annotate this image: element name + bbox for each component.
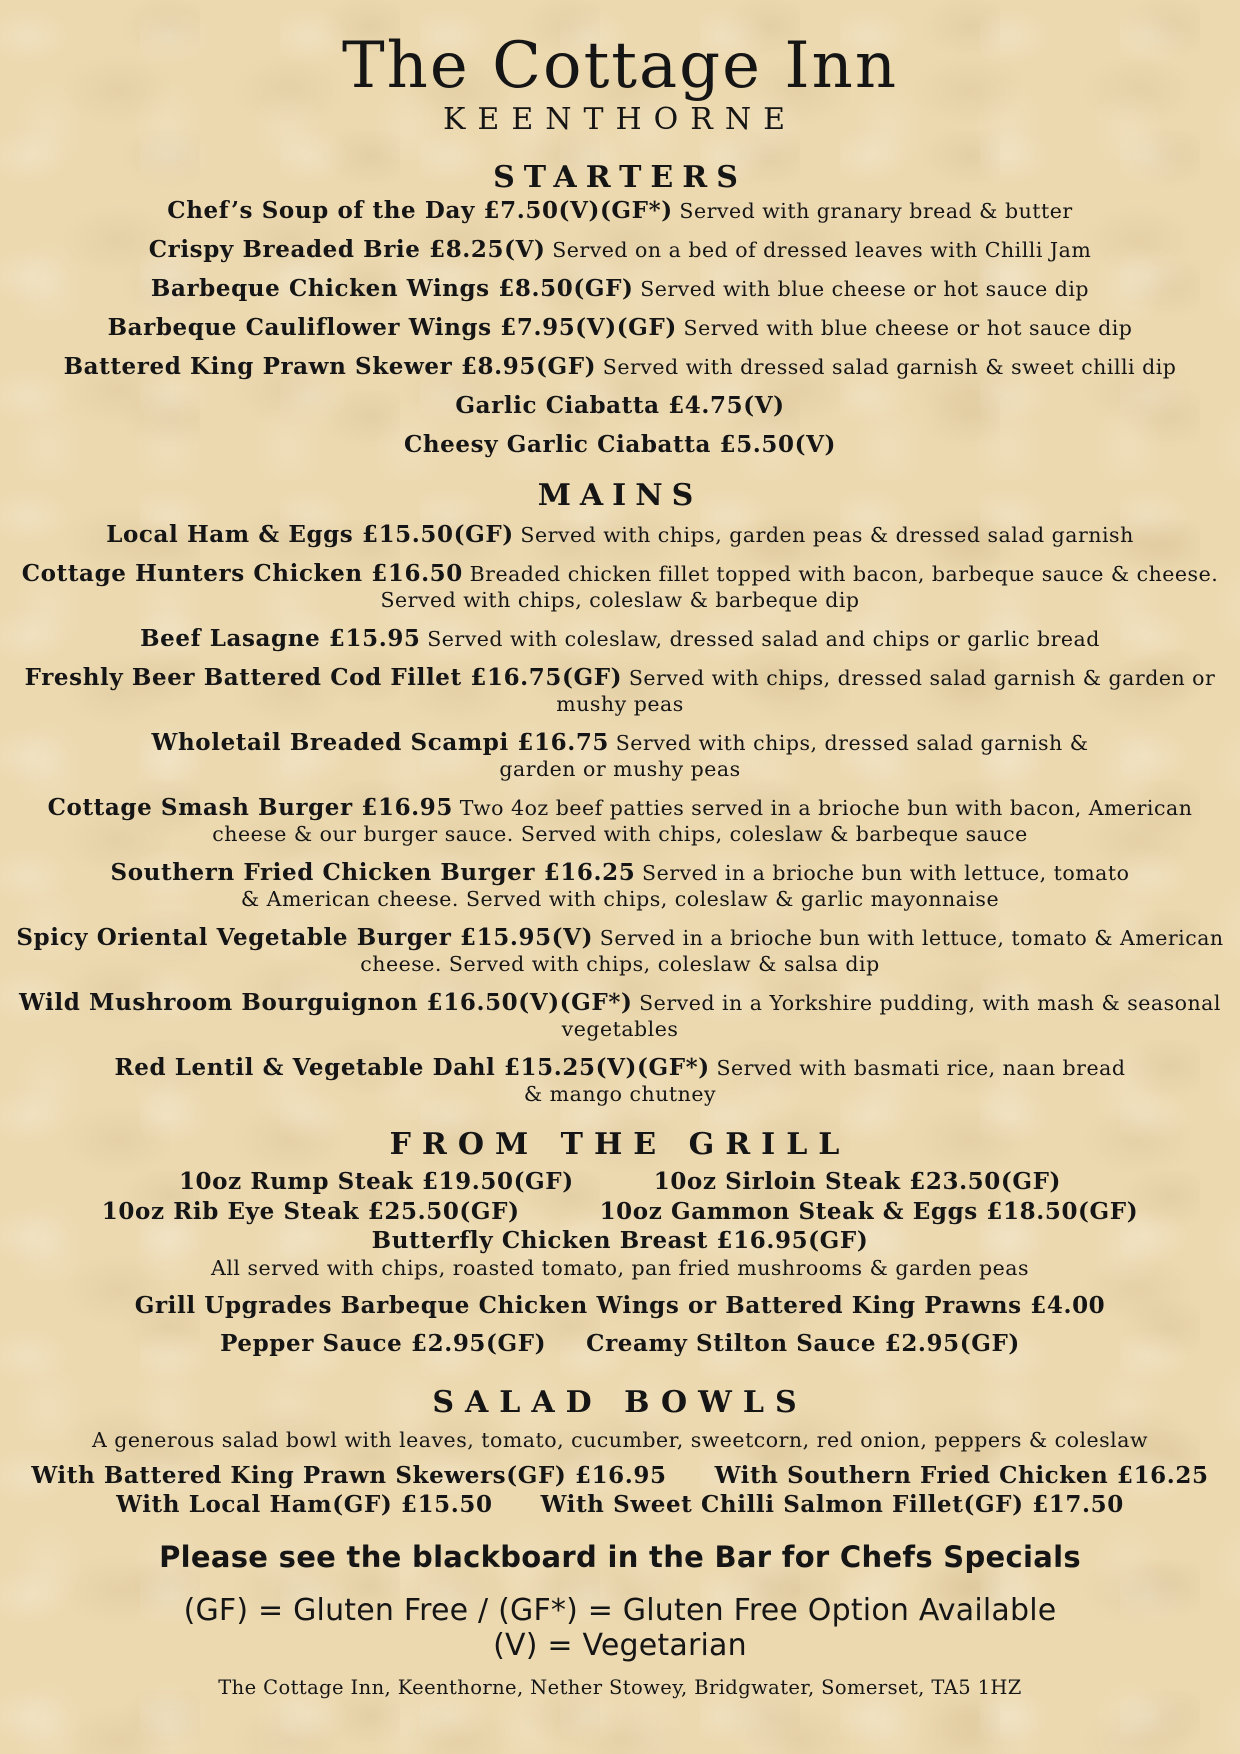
item-description: Served with chips, garden peas & dressed salad garnish (520, 523, 1134, 547)
menu-item (110, 730, 1130, 782)
menu-item (15, 432, 1225, 458)
grill-item: 10oz Gammon Steak & Eggs £18.50(GF) (599, 1198, 1139, 1225)
menu-item (15, 393, 1225, 419)
item-description: Breaded chicken fillet topped with bacon, barbeque sauce & cheese. Served with chips, coleslaw & barbeque dip (380, 562, 1219, 612)
grill-item: 10oz Sirloin Steak £23.50(GF) (653, 1168, 1062, 1195)
item-name: Cottage Smash Burger £16.95 (47, 794, 453, 821)
grill-served-note: All served with chips, roasted tomato, pan fried mushrooms & garden peas (211, 1256, 1029, 1280)
item-name: Barbeque Cauliflower Wings £7.95(V)(GF) (107, 314, 677, 341)
starters-section (0, 158, 1240, 458)
menu-item (15, 237, 1225, 263)
salad-row (0, 1461, 1240, 1490)
item-name: Red Lentil & Vegetable Dahl £15.25(V)(GF*) (114, 1054, 710, 1081)
item-description: Served in a brioche bun with lettuce, tomato & American cheese. Served with chips, coleslaw & garlic mayonnaise (240, 861, 1130, 911)
menu-item (15, 522, 1225, 548)
address: The Cottage Inn, Keenthorne, Nether Stowey, Bridgwater, Somerset, TA5 1HZ (218, 1676, 1022, 1699)
salad-row (0, 1490, 1240, 1519)
restaurant-location: KEENTHORNE (443, 102, 797, 137)
section-heading-mains: MAINS (537, 478, 703, 513)
grill-sauces (0, 1329, 1240, 1359)
salad-description: A generous salad bowl with leaves, tomato, cucumber, sweetcorn, red onion, peppers & coleslaw (91, 1428, 1149, 1452)
menu-item (110, 1055, 1130, 1107)
item-description: Served with chips, dressed salad garnish & garden or mushy peas (499, 731, 1089, 781)
grill-row (0, 1167, 1240, 1197)
menu-item (15, 354, 1225, 380)
item-description: Served with coleslaw, dressed salad and chips or garlic bread (427, 627, 1100, 651)
item-description: Served with granary bread & butter (679, 199, 1073, 223)
item-name: Wholetail Breaded Scampi £16.75 (151, 729, 610, 756)
item-description: Served with blue cheese or hot sauce dip (683, 316, 1133, 340)
menu-item (15, 626, 1225, 652)
salad-option: With Sweet Chilli Salmon Fillet(GF) £17.50 (540, 1491, 1124, 1518)
legend-line: (GF) = Gluten Free / (GF*) = Gluten Free Option Available (183, 1593, 1057, 1628)
item-name: Beef Lasagne £15.95 (140, 625, 421, 652)
grill-row (0, 1197, 1240, 1227)
grill-upgrades: Grill Upgrades Barbeque Chicken Wings or Battered King Prawns £4.00 (134, 1292, 1106, 1319)
item-name: Spicy Oriental Vegetable Burger £15.95(V) (16, 924, 594, 951)
menu-item (15, 561, 1225, 613)
section-heading-grill: FROM THE GRILL (389, 1127, 851, 1162)
mains-section (0, 476, 1240, 1107)
item-name: Wild Mushroom Bourguignon £16.50(V)(GF*) (19, 989, 633, 1016)
item-description: Served in a brioche bun with lettuce, tomato & American cheese. Served with chips, coleslaw & salsa dip (360, 926, 1224, 976)
dietary-legend (0, 1593, 1240, 1663)
menu-item (105, 860, 1135, 912)
grill-item: Butterfly Chicken Breast £16.95(GF) (371, 1227, 869, 1254)
menu-item (15, 198, 1225, 224)
sauce-item: Creamy Stilton Sauce £2.95(GF) (586, 1330, 1020, 1357)
salads-section (0, 1383, 1240, 1519)
section-heading-starters: STARTERS (493, 160, 747, 195)
item-description: Served on a bed of dressed leaves with Chilli Jam (552, 238, 1092, 262)
restaurant-title: The Cottage Inn (341, 29, 899, 103)
item-name: Barbeque Chicken Wings £8.50(GF) (150, 275, 634, 302)
menu-item (15, 990, 1225, 1042)
menu-item (15, 925, 1225, 977)
menu-item (15, 795, 1225, 847)
legend-line: (V) = Vegetarian (493, 1628, 747, 1663)
item-name: Local Ham & Eggs £15.50(GF) (106, 521, 514, 548)
sauce-item: Pepper Sauce £2.95(GF) (220, 1330, 547, 1357)
menu-item (15, 315, 1225, 341)
item-name: Garlic Ciabatta £4.75(V) (455, 392, 785, 419)
grill-section (0, 1125, 1240, 1359)
item-description: Served with basmati rice, naan bread & mango chutney (523, 1056, 1126, 1106)
item-description: Served with chips, dressed salad garnish & garden or mushy peas (556, 666, 1216, 716)
item-description: Served with dressed salad garnish & sweet chilli dip (602, 355, 1177, 379)
item-name: Freshly Beer Battered Cod Fillet £16.75(GF) (24, 664, 623, 691)
salad-option: With Battered King Prawn Skewers(GF) £16.95 (31, 1462, 667, 1489)
item-description: Two 4oz beef patties served in a brioche bun with bacon, American cheese & our burger sauce. Served with chips, coleslaw & barbeque sauce (212, 796, 1193, 846)
item-description: Served with blue cheese or hot sauce dip (640, 277, 1090, 301)
item-name: Battered King Prawn Skewer £8.95(GF) (63, 353, 597, 380)
specials-note: Please see the blackboard in the Bar for Chefs Specials (159, 1540, 1081, 1574)
grill-item: 10oz Rump Steak £19.50(GF) (178, 1168, 574, 1195)
item-name: Cottage Hunters Chicken £16.50 (21, 560, 463, 587)
menu-item (15, 665, 1225, 717)
item-name: Southern Fried Chicken Burger £16.25 (110, 859, 636, 886)
item-name: Chef’s Soup of the Day £7.50(V)(GF*) (167, 197, 673, 224)
salad-option: With Local Ham(GF) £15.50 (116, 1491, 493, 1518)
grill-item: 10oz Rib Eye Steak £25.50(GF) (101, 1198, 520, 1225)
menu-item (15, 276, 1225, 302)
item-description: Served in a Yorkshire pudding, with mash & seasonal vegetables (561, 991, 1221, 1041)
salad-option: With Southern Fried Chicken £16.25 (714, 1462, 1209, 1489)
item-name: Crispy Breaded Brie £8.25(V) (148, 236, 546, 263)
item-name: Cheesy Garlic Ciabatta £5.50(V) (403, 431, 837, 458)
section-heading-salads: SALAD BOWLS (432, 1385, 808, 1420)
